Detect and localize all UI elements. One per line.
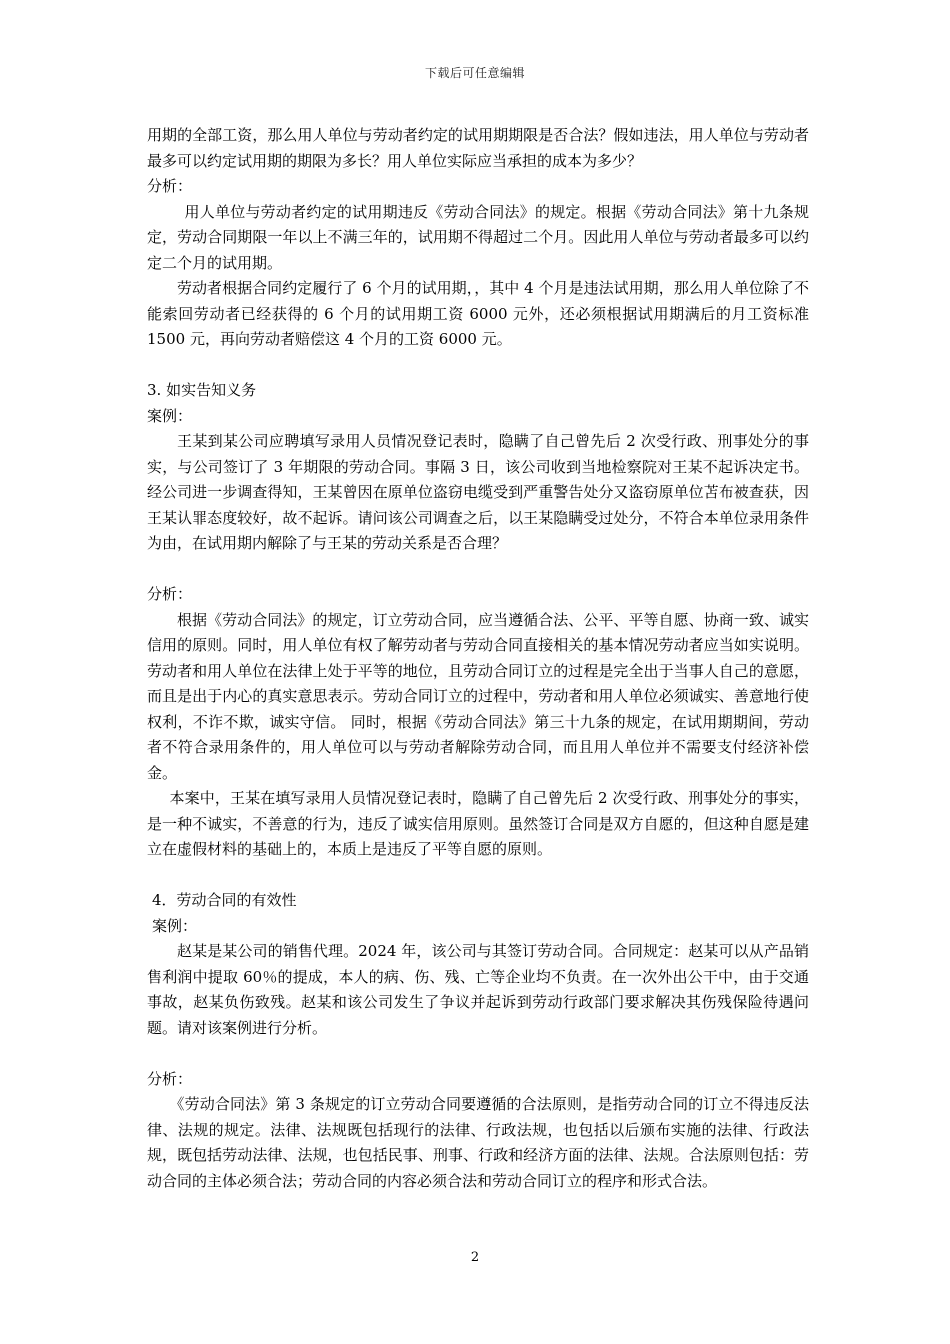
spacer	[147, 557, 809, 583]
spacer	[147, 863, 809, 889]
case-label: 案例：	[147, 406, 193, 425]
paragraph: 赵某是某公司的销售代理。2024 年，该公司与其签订劳动合同。合同规定：赵某可以从产品销售利润中提取 60％的提成，本人的病、伤、残、亡等企业均不负责。在一次外出公干中，由于交通事故，赵某负伤致残。赵某和该公司发生了争议并起诉到劳动行政部门要求解决其伤残保险待遇问题。请对该案例进行分析。	[147, 942, 809, 1037]
page-header: 下载后可任意编辑	[424, 66, 525, 80]
paragraph: 《劳动合同法》第 3 条规定的订立劳动合同要遵循的合法原则，是指劳动合同的订立不得违反法律、法规的规定。法律、法规既包括现行的法律、行政法规，也包括以后颁布实施的法律、行政法规，既包括劳动法律、法规，也包括民事、刑事、行政和经济方面的法律、法规。合法原则包括：劳动合同的主体必须合法；劳动合同的内容必须合法和劳动合同订立的程序和形式合法。	[147, 1095, 809, 1190]
spacer	[147, 1041, 809, 1067]
paragraph: 劳动者根据合同约定履行了 6 个月的试用期，，其中 4 个月是违法试用期，那么用人单位除了不能索回劳动者已经获得的 6 个月的试用期工资 6000 元外，还必须根据试用期满后的月工资标准 1500 元，再向劳动者赔偿这 4 个月的工资 6000 元。	[147, 279, 809, 348]
section-heading: 3. 如实告知义务	[147, 381, 257, 399]
case-label: 案例：	[152, 916, 198, 935]
analysis-label: 分析：	[147, 585, 193, 603]
paragraph-continued: 用期的全部工资，那么用人单位与劳动者约定的试用期期限是否合法？假如违法，用人单位与劳动者最多可以约定试用期的期限为多长？用人单位实际应当承担的成本为多少？	[147, 126, 809, 170]
analysis-label: 分析：	[147, 177, 193, 195]
analysis-label: 分析：	[147, 1069, 193, 1088]
paragraph: 王某到某公司应聘填写录用人员情况登记表时，隐瞒了自己曾先后 2 次受行政、刑事处分的事实，与公司签订了 3 年期限的劳动合同。事隔 3 日，该公司收到当地检察院对王某不起诉决定书。经公司进一步调查得知，王某曾因在原单位盗窃电缆受到严重警告处分又盗窃原单位苫布被查获，因王某认罪态度较好，故不起诉。请问该公司调查之后，以王某隐瞒受过处分，不符合本单位录用条件为由，在试用期内解除了与王某的劳动关系是否合理？	[147, 432, 809, 552]
paragraph: 本案中，王某在填写录用人员情况登记表时，隐瞒了自己曾先后 2 次受行政、刑事处分的事实，是一种不诚实，不善意的行为，违反了诚实信用原则。虽然签订合同是双方自愿的，但这种自愿是建立在虚假材料的基础上的，本质上是违反了平等自愿的原则。	[147, 789, 809, 858]
page-number: 2	[470, 1250, 480, 1265]
document-body	[147, 123, 809, 1194]
paragraph: 用人单位与劳动者约定的试用期违反《劳动合同法》的规定。根据《劳动合同法》第十九条规定，劳动合同期限一年以上不满三年的，试用期不得超过二个月。因此用人单位与劳动者最多可以约定二个月的试用期。	[147, 202, 809, 272]
spacer	[147, 353, 809, 379]
paragraph: 根据《劳动合同法》的规定，订立劳动合同，应当遵循合法、公平、平等自愿、协商一致、诚实信用的原则。同时，用人单位有权了解劳动者与劳动合同直接相关的基本情况劳动者应当如实说明。劳动者和用人单位在法律上处于平等的地位，且劳动合同订立的过程是完全出于当事人自己的意愿，而且是出于内心的真实意思表示。劳动合同订立的过程中，劳动者和用人单位必须诚实、善意地行使权利，不诈不欺，诚实守信。 同时，根据《劳动合同法》第三十九条的规定，在试用期期间，劳动者不符合录用条件的，用人单位可以与劳动者解除劳动合同，而且用人单位并不需要支付经济补偿金。	[147, 610, 809, 782]
section-heading: 4．劳动合同的有效性	[152, 891, 297, 909]
